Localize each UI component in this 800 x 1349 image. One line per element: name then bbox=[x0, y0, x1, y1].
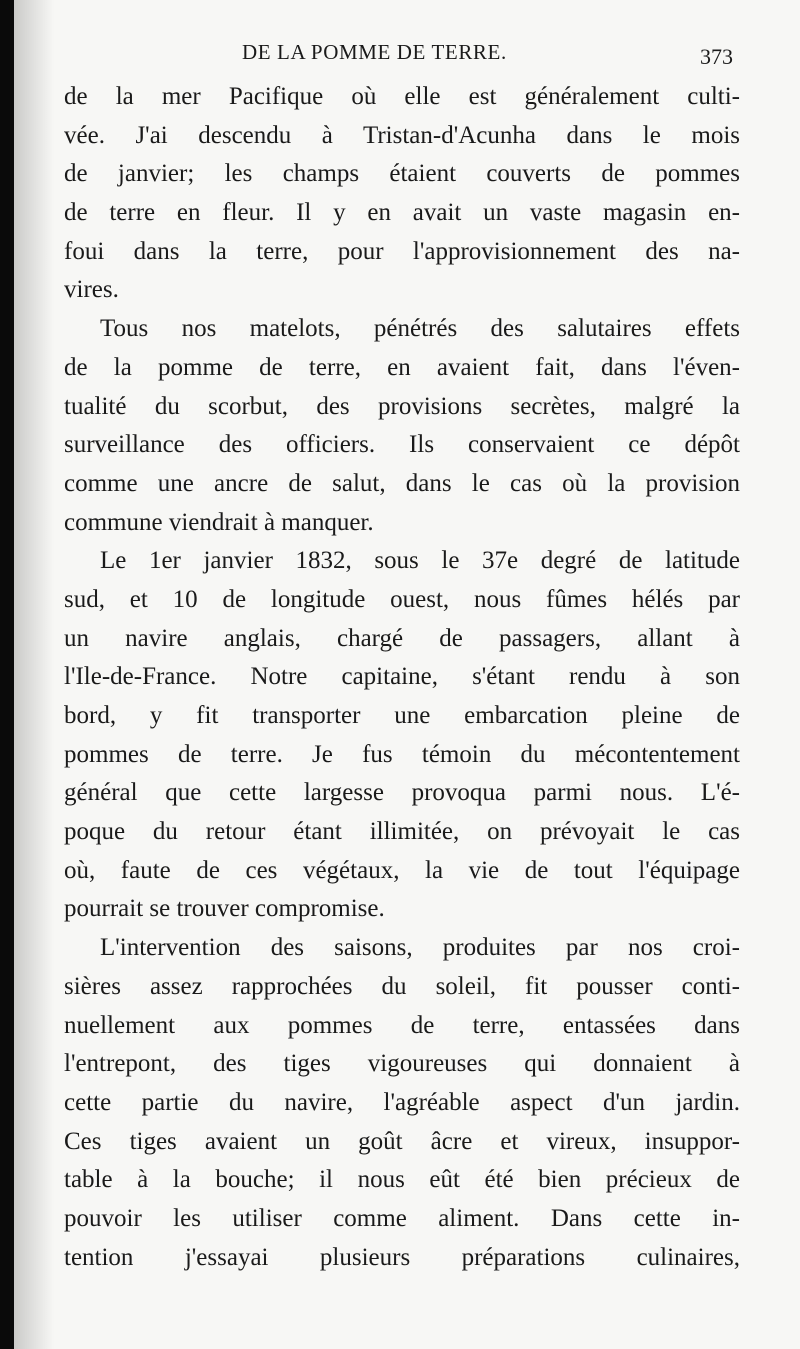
text-line: de terre en fleur. Il y en avait un vaste magasin en- bbox=[64, 199, 740, 227]
text-line: pouvoir les utiliser comme aliment. Dans cette in- bbox=[64, 1204, 740, 1232]
text-line: Tous nos matelots, pénétrés des salutaires effets bbox=[100, 315, 740, 343]
text-line: un navire anglais, chargé de passagers, allant à bbox=[64, 624, 740, 652]
text-line: vée. J'ai descendu à Tristan-d'Acunha dans le mois bbox=[64, 121, 740, 149]
page-number: 373 bbox=[700, 44, 733, 69]
text-line: l'entrepont, des tiges vigoureuses qui donnaient à bbox=[64, 1050, 740, 1078]
text-line: de la mer Pacifique où elle est généralement culti- bbox=[64, 83, 740, 110]
text-line: Ces tiges avaient un goût âcre et vireux, insuppor- bbox=[64, 1127, 740, 1155]
text-line: foui dans la terre, pour l'approvisionnement des na- bbox=[64, 237, 740, 265]
page-edge-shadow bbox=[14, 0, 54, 1349]
running-head bbox=[14, 40, 800, 80]
text-line: vires. bbox=[64, 276, 119, 304]
text-line: bord, y fit transporter une embarcation pleine de bbox=[64, 702, 740, 729]
text-line: sud, et 10 de longitude ouest, nous fûmes hélés par bbox=[64, 585, 740, 613]
text-line: comme une ancre de salut, dans le cas où la provision bbox=[64, 469, 740, 497]
text-line: pommes de terre. Je fus témoin du mécontentement bbox=[64, 740, 740, 768]
body-text bbox=[64, 78, 740, 1277]
text-line: général que cette largesse provoqua parmi nous. L'é- bbox=[64, 779, 740, 807]
text-line: commune viendrait à manquer. bbox=[64, 508, 374, 536]
text-line: L'intervention des saisons, produites par nos croi- bbox=[100, 934, 740, 962]
text-line: poque du retour étant illimitée, on prévoyait le cas bbox=[64, 818, 740, 846]
text-line: de janvier; les champs étaient couverts de pommes bbox=[64, 160, 740, 188]
text-line: pourrait se trouver compromise. bbox=[64, 895, 385, 923]
text-line: de la pomme de terre, en avaient fait, dans l'éven- bbox=[64, 353, 740, 381]
text-line: Le 1er janvier 1832, sous le 37e degré de latitude bbox=[100, 547, 740, 575]
text-line: nuellement aux pommes de terre, entassées dans bbox=[64, 1011, 740, 1039]
text-line: cette partie du navire, l'agréable aspect d'un jardin. bbox=[64, 1088, 740, 1116]
text-line: tualité du scorbut, des provisions secrètes, malgré la bbox=[64, 392, 740, 420]
text-line: sières assez rapprochées du soleil, fit pousser conti- bbox=[64, 972, 740, 1000]
text-line: tention j'essayai plusieurs préparations culinaires, bbox=[64, 1243, 740, 1271]
text-line: surveillance des officiers. Ils conservaient ce dépôt bbox=[64, 431, 740, 459]
text-line: l'Ile-de-France. Notre capitaine, s'étant rendu à son bbox=[64, 663, 740, 691]
text-line: table à la bouche; il nous eût été bien précieux de bbox=[64, 1166, 740, 1194]
text-line: où, faute de ces végétaux, la vie de tout l'équipage bbox=[64, 856, 740, 884]
running-title: DE LA POMME DE TERRE. bbox=[242, 40, 507, 64]
